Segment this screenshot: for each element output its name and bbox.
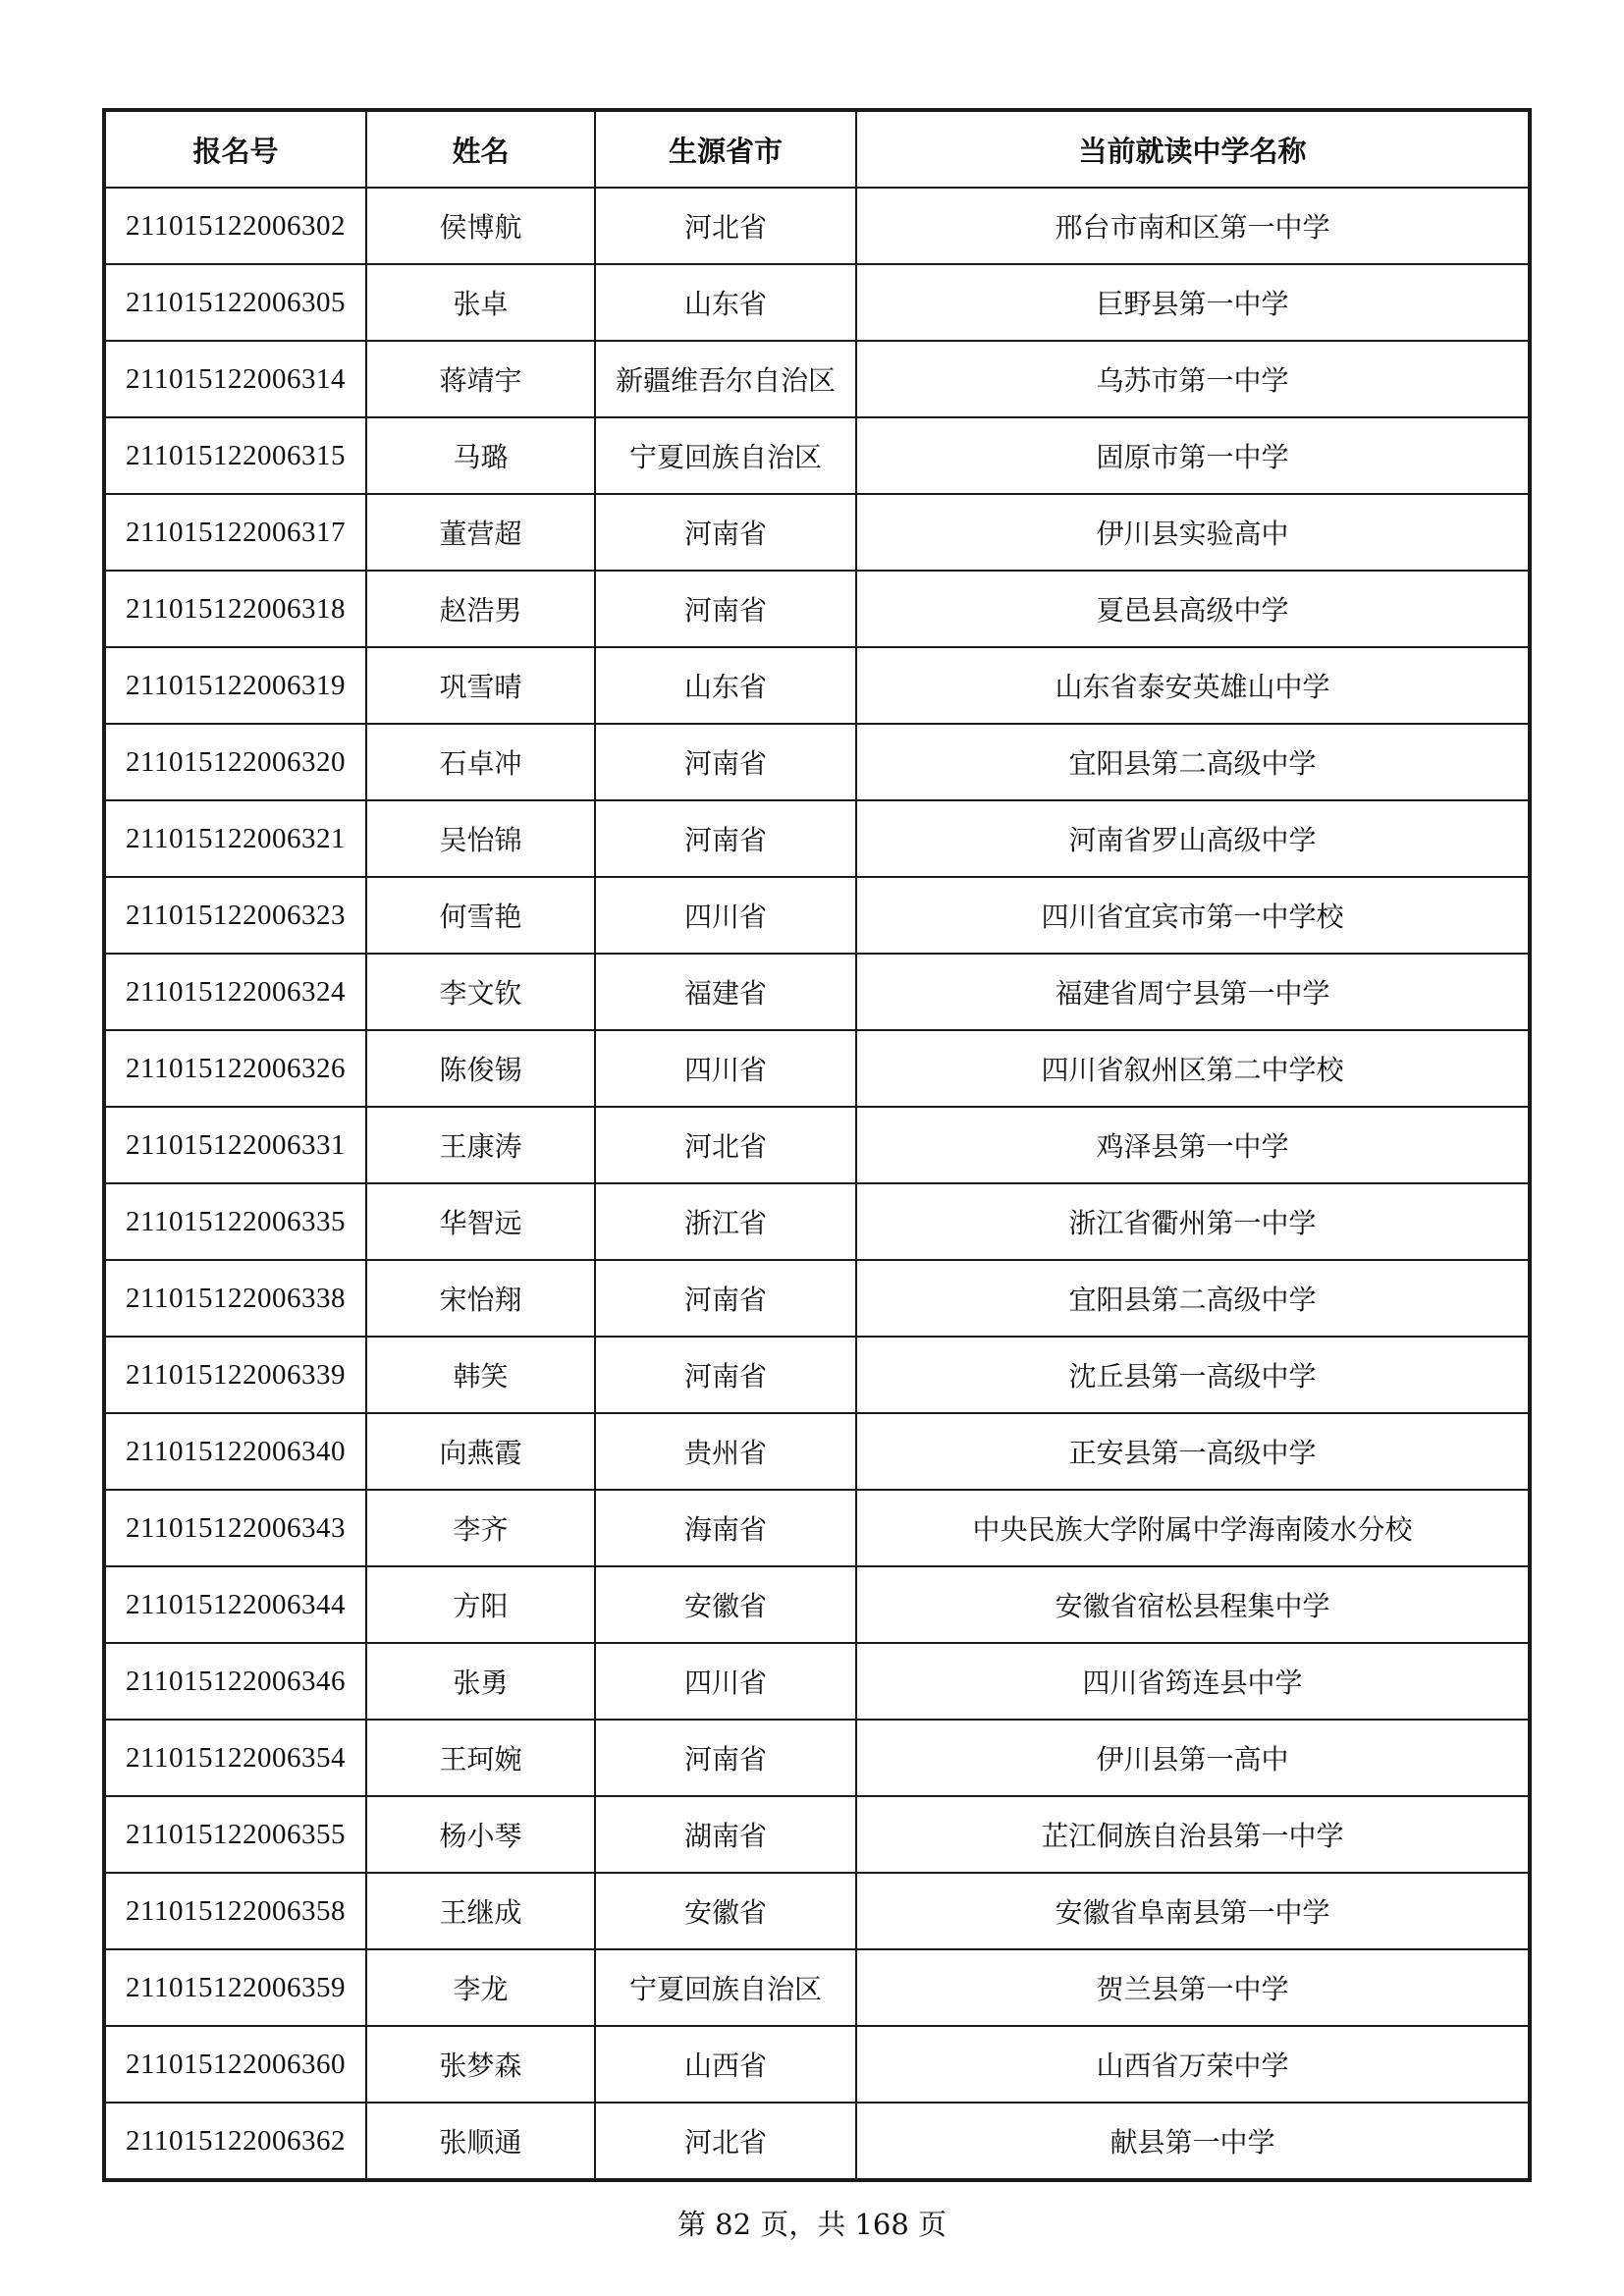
cell-registration-number: 211015122006317 xyxy=(105,494,366,571)
cell-registration-number: 211015122006354 xyxy=(105,1720,366,1796)
cell-registration-number: 211015122006339 xyxy=(105,1337,366,1413)
cell-name: 王珂婉 xyxy=(366,1720,595,1796)
cell-registration-number: 211015122006340 xyxy=(105,1413,366,1490)
table-row xyxy=(105,724,1529,800)
cell-registration-number: 211015122006362 xyxy=(105,2103,366,2179)
cell-province: 宁夏回族自治区 xyxy=(595,417,856,494)
cell-school: 山西省万荣中学 xyxy=(856,2026,1529,2103)
cell-registration-number: 211015122006320 xyxy=(105,724,366,800)
table-row xyxy=(105,877,1529,954)
cell-name: 王继成 xyxy=(366,1873,595,1949)
cell-school: 浙江省衢州第一中学 xyxy=(856,1183,1529,1260)
cell-province: 四川省 xyxy=(595,1643,856,1720)
cell-registration-number: 211015122006321 xyxy=(105,800,366,877)
cell-province: 福建省 xyxy=(595,954,856,1030)
cell-province: 河南省 xyxy=(595,571,856,647)
cell-name: 李文钦 xyxy=(366,954,595,1030)
cell-school: 乌苏市第一中学 xyxy=(856,341,1529,417)
cell-province: 安徽省 xyxy=(595,1873,856,1949)
cell-province: 河南省 xyxy=(595,724,856,800)
table-row xyxy=(105,1796,1529,1873)
cell-registration-number: 211015122006346 xyxy=(105,1643,366,1720)
table-row xyxy=(105,800,1529,877)
cell-province: 新疆维吾尔自治区 xyxy=(595,341,856,417)
cell-school: 福建省周宁县第一中学 xyxy=(856,954,1529,1030)
cell-province: 四川省 xyxy=(595,1030,856,1107)
cell-registration-number: 211015122006323 xyxy=(105,877,366,954)
cell-school: 四川省叙州区第二中学校 xyxy=(856,1030,1529,1107)
cell-name: 向燕霞 xyxy=(366,1413,595,1490)
cell-school: 夏邑县高级中学 xyxy=(856,571,1529,647)
table-row xyxy=(105,1643,1529,1720)
cell-registration-number: 211015122006302 xyxy=(105,188,366,264)
roster-table xyxy=(104,110,1530,2180)
cell-province: 宁夏回族自治区 xyxy=(595,1949,856,2026)
table-row xyxy=(105,1413,1529,1490)
cell-school: 沈丘县第一高级中学 xyxy=(856,1337,1529,1413)
cell-province: 海南省 xyxy=(595,1490,856,1566)
table-row xyxy=(105,1873,1529,1949)
cell-registration-number: 211015122006343 xyxy=(105,1490,366,1566)
table-row xyxy=(105,571,1529,647)
header-name: 姓名 xyxy=(366,111,595,188)
cell-name: 蒋靖宇 xyxy=(366,341,595,417)
cell-province: 四川省 xyxy=(595,877,856,954)
cell-province: 河北省 xyxy=(595,1107,856,1183)
cell-name: 张勇 xyxy=(366,1643,595,1720)
header-registration-number: 报名号 xyxy=(105,111,366,188)
cell-registration-number: 211015122006338 xyxy=(105,1260,366,1337)
cell-name: 赵浩男 xyxy=(366,571,595,647)
cell-province: 河北省 xyxy=(595,188,856,264)
cell-name: 王康涛 xyxy=(366,1107,595,1183)
cell-school: 伊川县第一高中 xyxy=(856,1720,1529,1796)
cell-registration-number: 211015122006360 xyxy=(105,2026,366,2103)
cell-registration-number: 211015122006355 xyxy=(105,1796,366,1873)
cell-school: 献县第一中学 xyxy=(856,2103,1529,2179)
table-row xyxy=(105,1566,1529,1643)
cell-name: 张顺通 xyxy=(366,2103,595,2179)
table-row xyxy=(105,647,1529,724)
cell-name: 张梦森 xyxy=(366,2026,595,2103)
cell-registration-number: 211015122006335 xyxy=(105,1183,366,1260)
cell-school: 安徽省阜南县第一中学 xyxy=(856,1873,1529,1949)
cell-name: 李龙 xyxy=(366,1949,595,2026)
table-row xyxy=(105,1949,1529,2026)
cell-name: 吴怡锦 xyxy=(366,800,595,877)
table-row xyxy=(105,1260,1529,1337)
cell-school: 中央民族大学附属中学海南陵水分校 xyxy=(856,1490,1529,1566)
cell-province: 安徽省 xyxy=(595,1566,856,1643)
roster-body xyxy=(105,188,1529,2179)
cell-registration-number: 211015122006331 xyxy=(105,1107,366,1183)
header-school: 当前就读中学名称 xyxy=(856,111,1529,188)
cell-school: 邢台市南和区第一中学 xyxy=(856,188,1529,264)
header-province: 生源省市 xyxy=(595,111,856,188)
cell-province: 浙江省 xyxy=(595,1183,856,1260)
cell-school: 安徽省宿松县程集中学 xyxy=(856,1566,1529,1643)
cell-school: 鸡泽县第一中学 xyxy=(856,1107,1529,1183)
cell-school: 宜阳县第二高级中学 xyxy=(856,1260,1529,1337)
cell-registration-number: 211015122006359 xyxy=(105,1949,366,2026)
cell-registration-number: 211015122006324 xyxy=(105,954,366,1030)
cell-school: 芷江侗族自治县第一中学 xyxy=(856,1796,1529,1873)
page-footer xyxy=(0,2203,1624,2243)
cell-province: 湖南省 xyxy=(595,1796,856,1873)
table-header-row xyxy=(105,111,1529,188)
cell-school: 宜阳县第二高级中学 xyxy=(856,724,1529,800)
table-row xyxy=(105,2026,1529,2103)
table-row xyxy=(105,954,1529,1030)
cell-name: 侯博航 xyxy=(366,188,595,264)
cell-school: 山东省泰安英雄山中学 xyxy=(856,647,1529,724)
cell-school: 固原市第一中学 xyxy=(856,417,1529,494)
cell-name: 马璐 xyxy=(366,417,595,494)
table-row xyxy=(105,264,1529,341)
cell-province: 河南省 xyxy=(595,1337,856,1413)
cell-name: 石卓冲 xyxy=(366,724,595,800)
table-row xyxy=(105,494,1529,571)
cell-registration-number: 211015122006358 xyxy=(105,1873,366,1949)
cell-province: 河南省 xyxy=(595,1720,856,1796)
cell-name: 方阳 xyxy=(366,1566,595,1643)
cell-province: 河北省 xyxy=(595,2103,856,2179)
table-row xyxy=(105,2103,1529,2179)
table-row xyxy=(105,1337,1529,1413)
cell-province: 山西省 xyxy=(595,2026,856,2103)
cell-name: 董营超 xyxy=(366,494,595,571)
cell-school: 巨野县第一中学 xyxy=(856,264,1529,341)
table-row xyxy=(105,1183,1529,1260)
table-row xyxy=(105,341,1529,417)
cell-name: 陈俊锡 xyxy=(366,1030,595,1107)
cell-province: 河南省 xyxy=(595,1260,856,1337)
cell-name: 杨小琴 xyxy=(366,1796,595,1873)
cell-province: 山东省 xyxy=(595,647,856,724)
cell-province: 山东省 xyxy=(595,264,856,341)
cell-registration-number: 211015122006315 xyxy=(105,417,366,494)
cell-name: 华智远 xyxy=(366,1183,595,1260)
cell-province: 河南省 xyxy=(595,494,856,571)
cell-name: 张卓 xyxy=(366,264,595,341)
cell-name: 韩笑 xyxy=(366,1337,595,1413)
cell-school: 伊川县实验高中 xyxy=(856,494,1529,571)
cell-registration-number: 211015122006318 xyxy=(105,571,366,647)
cell-name: 宋怡翔 xyxy=(366,1260,595,1337)
cell-registration-number: 211015122006319 xyxy=(105,647,366,724)
table-row xyxy=(105,417,1529,494)
table-row xyxy=(105,1107,1529,1183)
cell-school: 贺兰县第一中学 xyxy=(856,1949,1529,2026)
table-row xyxy=(105,1490,1529,1566)
table-row xyxy=(105,188,1529,264)
cell-school: 正安县第一高级中学 xyxy=(856,1413,1529,1490)
table-row xyxy=(105,1030,1529,1107)
cell-province: 贵州省 xyxy=(595,1413,856,1490)
table-row xyxy=(105,1720,1529,1796)
cell-registration-number: 211015122006344 xyxy=(105,1566,366,1643)
cell-registration-number: 211015122006314 xyxy=(105,341,366,417)
cell-name: 何雪艳 xyxy=(366,877,595,954)
cell-registration-number: 211015122006305 xyxy=(105,264,366,341)
page-number-text: 第 82 页，共 168 页 xyxy=(677,2208,947,2241)
cell-name: 巩雪晴 xyxy=(366,647,595,724)
cell-name: 李齐 xyxy=(366,1490,595,1566)
cell-school: 河南省罗山高级中学 xyxy=(856,800,1529,877)
cell-province: 河南省 xyxy=(595,800,856,877)
cell-registration-number: 211015122006326 xyxy=(105,1030,366,1107)
cell-school: 四川省宜宾市第一中学校 xyxy=(856,877,1529,954)
cell-school: 四川省筠连县中学 xyxy=(856,1643,1529,1720)
